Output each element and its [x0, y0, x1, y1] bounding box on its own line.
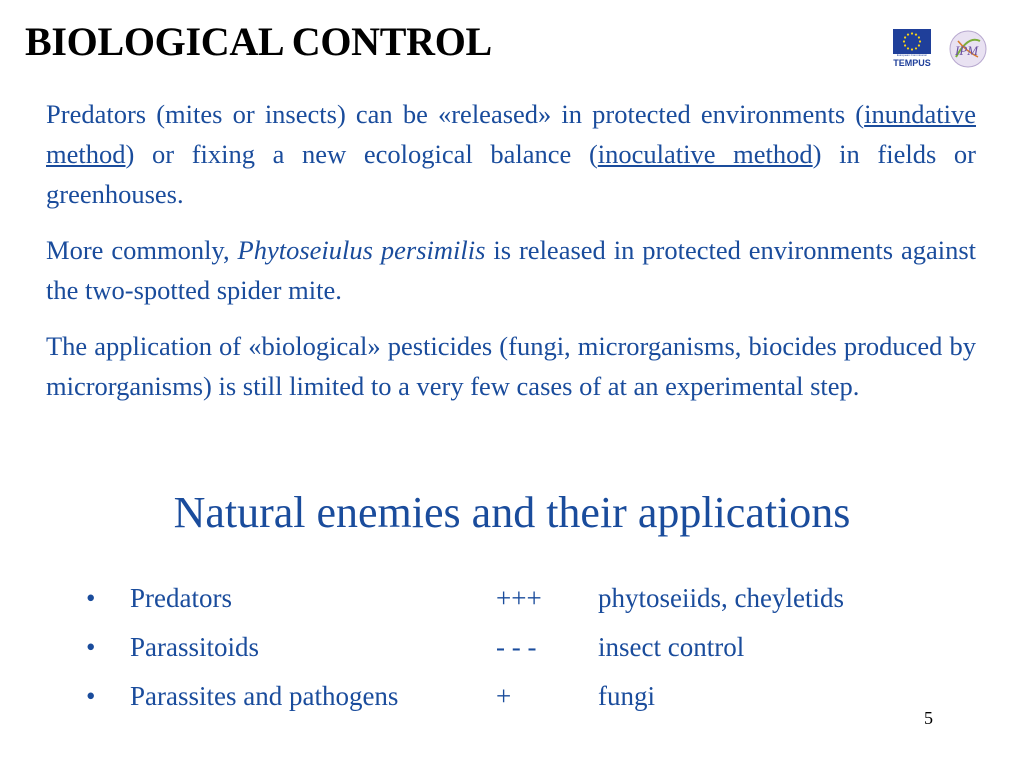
eu-star-icon — [915, 47, 917, 49]
list-item — [86, 578, 966, 627]
enemy-rating: +++ — [496, 583, 542, 613]
enemy-rating: - - - — [496, 632, 537, 662]
enemy-name: Parassites and pathogens — [130, 681, 399, 711]
page-number: 5 — [924, 708, 933, 728]
list-item — [86, 676, 966, 725]
eu-star-icon — [911, 48, 913, 50]
bullet: • — [86, 632, 96, 662]
enemy-application: fungi — [598, 681, 655, 711]
enemy-rating: + — [496, 681, 512, 711]
p1-text-1: Predators (mites or insects) can be «released» in protected environments ( — [46, 99, 865, 129]
paragraph-methods — [46, 94, 976, 214]
ipm-logo-lettering: IPM — [955, 43, 979, 58]
body-text — [46, 94, 976, 422]
bullet: • — [86, 583, 96, 613]
enemy-application: phytoseiids, cheyletids — [598, 583, 844, 613]
eu-tempus-logo — [890, 27, 934, 69]
tempus-label: TEMPUS — [893, 58, 931, 68]
ipm-logo — [946, 27, 990, 71]
enemy-name: Predators — [130, 583, 232, 613]
logo-group — [890, 27, 990, 71]
inundative-method-term: inundative method — [46, 99, 976, 169]
p1-text-3: ) in fields or greenhouses. — [46, 139, 976, 209]
enemies-list — [86, 578, 966, 725]
p2-text-2: is released in protected environments against the two-spotted spider mite. — [46, 235, 977, 305]
p1-text-2: ) or fixing a new ecological balance ( — [125, 139, 598, 169]
eu-caption: European Commission — [896, 53, 928, 57]
paragraph-phytoseiulus — [46, 230, 976, 310]
slide-title: BIOLOGICAL CONTROL — [25, 19, 492, 64]
eu-star-icon — [911, 32, 913, 34]
p2-text-1: More commonly, — [46, 235, 238, 265]
eu-star-icon — [915, 33, 917, 35]
section-title: Natural enemies and their applications — [173, 488, 851, 537]
eu-star-icon — [903, 40, 905, 42]
eu-star-icon — [918, 36, 920, 38]
eu-star-icon — [904, 36, 906, 38]
eu-star-icon — [918, 44, 920, 46]
species-name: Phytoseiulus persimilis — [237, 235, 486, 265]
enemy-application: insect control — [598, 632, 745, 662]
paragraph-pesticides: The application of «biological» pesticides (fungi, microrganisms, biocides produced by microrganisms) is still limited to a very few cases of at an experimental step. — [46, 331, 976, 401]
bullet: • — [86, 681, 96, 711]
enemy-name: Parassitoids — [130, 632, 260, 662]
inoculative-method-term: inoculative method — [597, 139, 813, 169]
eu-star-icon — [904, 44, 906, 46]
eu-star-icon — [907, 33, 909, 35]
eu-flag-icon — [893, 29, 931, 54]
list-item — [86, 627, 966, 676]
eu-star-icon — [919, 40, 921, 42]
eu-star-icon — [907, 47, 909, 49]
